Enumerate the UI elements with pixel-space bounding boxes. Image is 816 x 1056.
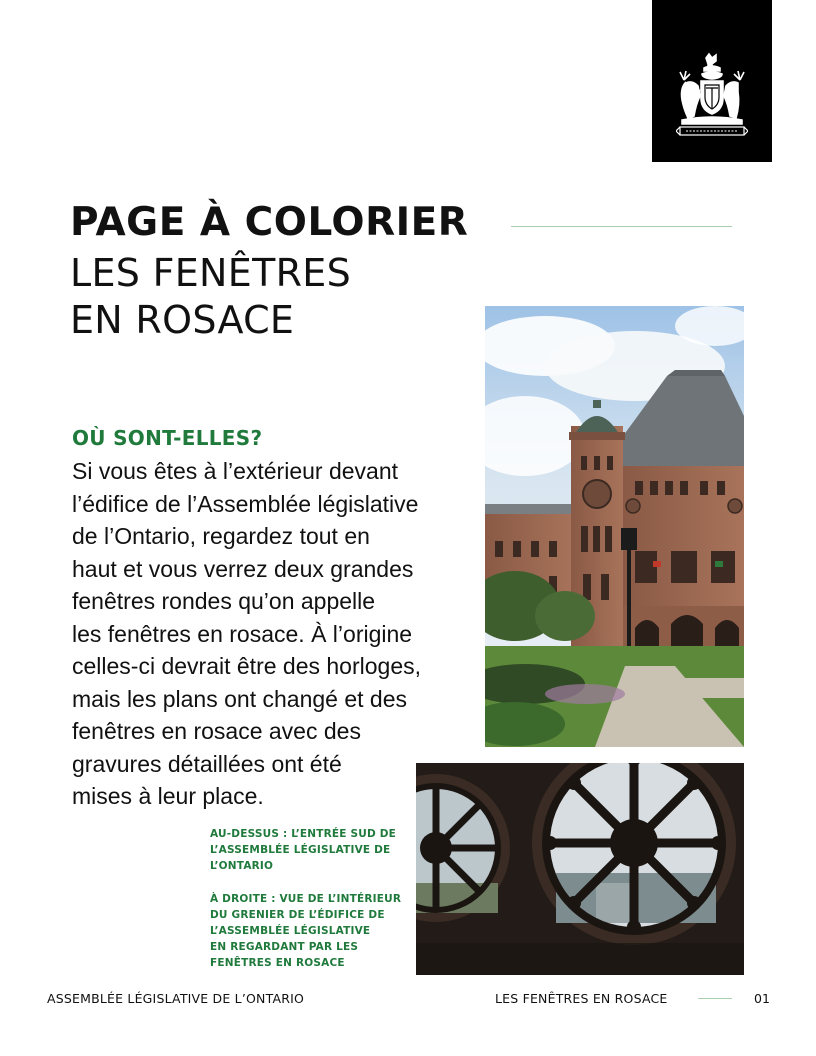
body-line: fenêtres en rosace avec des <box>72 718 361 744</box>
assembly-logo <box>652 0 772 162</box>
page-number: 01 <box>754 991 770 1006</box>
legislative-building-photo <box>485 306 744 747</box>
caption-line: AU-DESSUS : L’ENTRÉE SUD DE <box>210 828 397 840</box>
body-line: Si vous êtes à l’extérieur devant <box>72 458 399 484</box>
page-title: PAGE À COLORIER <box>70 200 469 245</box>
footer-organization: ASSEMBLÉE LÉGISLATIVE DE L’ONTARIO <box>47 991 305 1006</box>
caption-line: L’ONTARIO <box>210 860 274 872</box>
body-line: les fenêtres en rosace. À l’origine <box>72 620 413 647</box>
title-divider <box>511 226 732 227</box>
body-line: l’édifice de l’Assemblée législative <box>72 490 419 517</box>
section-heading: OÙ SONT-ELLES? <box>72 426 263 450</box>
body-line: gravures détaillées ont été <box>72 750 342 777</box>
section-body <box>72 455 472 813</box>
caption-line: À DROITE : VUE DE L’INTÉRIEUR <box>210 893 402 905</box>
caption-line: L’ASSEMBLÉE LÉGISLATIVE DE <box>210 844 391 856</box>
body-line: de l’Ontario, regardez tout en <box>72 523 370 549</box>
coat-of-arms-icon <box>676 52 748 138</box>
caption-line: FENÊTRES EN ROSACE <box>210 957 345 969</box>
body-line: mises à leur place. <box>72 783 264 809</box>
page-subtitle-line-1: LES FENÊTRES <box>70 251 352 295</box>
body-line: mais les plans ont changé et des <box>72 685 407 712</box>
body-line: celles-ci devrait être des horloges, <box>72 653 421 679</box>
caption-line: DU GRENIER DE L’ÉDIFICE DE <box>210 909 385 921</box>
body-line: fenêtres rondes qu’on appelle <box>72 588 376 614</box>
caption-line: EN REGARDANT PAR LES <box>210 941 359 953</box>
body-line: haut et vous verrez deux grandes <box>72 555 414 582</box>
caption-line: L’ASSEMBLÉE LÉGISLATIVE <box>210 925 371 937</box>
caption-above <box>210 826 410 874</box>
footer-document-title: LES FENÊTRES EN ROSACE <box>495 991 668 1006</box>
footer-divider <box>698 998 732 999</box>
page-subtitle-line-2: EN ROSACE <box>70 298 295 342</box>
caption-right <box>210 891 410 971</box>
